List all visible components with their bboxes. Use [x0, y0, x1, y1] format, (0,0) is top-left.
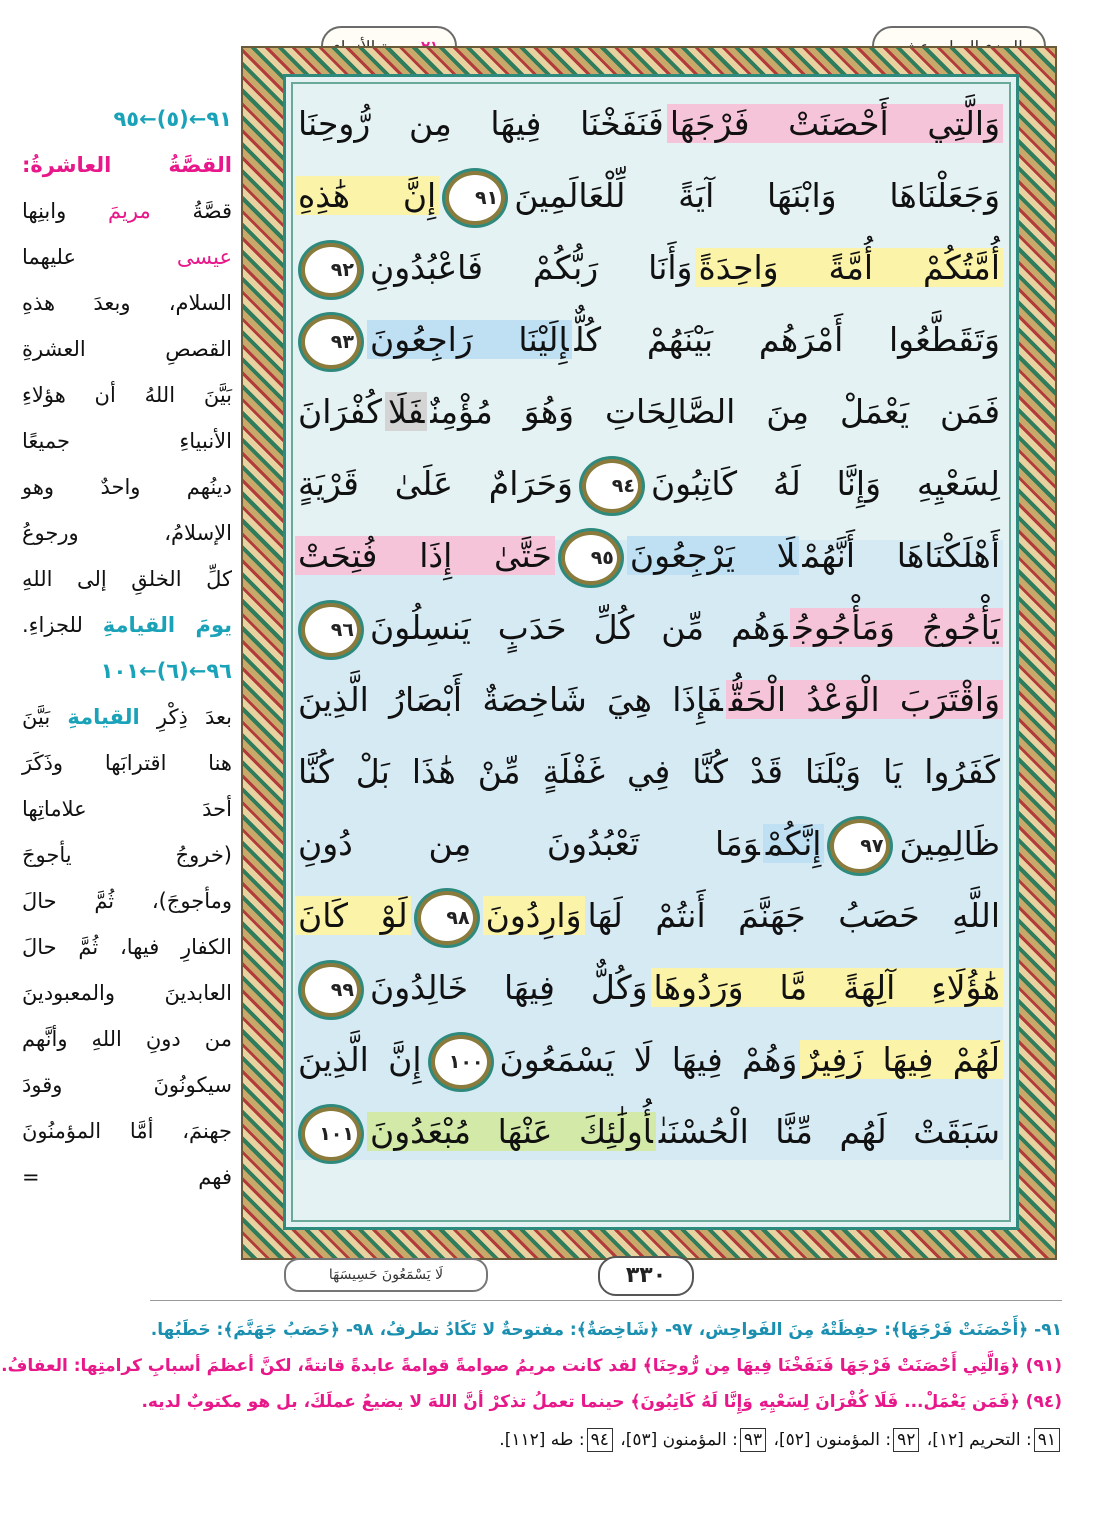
side-commentary	[22, 96, 232, 1200]
quran-line	[295, 884, 1003, 948]
quran-line	[295, 380, 1003, 444]
side-line	[22, 878, 232, 924]
quran-line	[295, 1100, 1003, 1164]
verse-text: ظَالِمِينَ	[899, 824, 1000, 863]
side-text: (خروجُ يأجوجَ	[22, 843, 232, 867]
ref-text: : المؤمنون [٥٣]،	[614, 1430, 738, 1450]
side-line	[22, 1016, 232, 1062]
side-text: القصصِ العشرةِ	[22, 337, 232, 361]
ayah-number-marker: ٩٣	[301, 315, 361, 369]
side-line	[22, 510, 232, 556]
highlighted-phrase: لَهُمْ فِيهَا زَفِيرٌ	[800, 1040, 1003, 1079]
ref-ayah-box: ٩٤	[587, 1428, 613, 1452]
quran-line	[295, 956, 1003, 1020]
verse-text: إِنَّ الَّذِينَ	[298, 1040, 422, 1079]
verse-text: كُفْرَانَ	[298, 392, 383, 431]
ref-text: : التحريم [١٢]،	[921, 1430, 1032, 1450]
side-text: الأنبياءِ جميعًا	[22, 429, 232, 453]
vocabulary-note: ٩١- ﴿أَحْصَنَتْ فَرْجَهَا﴾: حفِظَتْهُ مِنَ الفَواحِش، ٩٧- ﴿شَاخِصَةٌ﴾: مفتوحةٌ لا تَكَادُ تطرفُ، ٩٨- ﴿حَصَبُ جَهَنَّمَ﴾: حَطَبُها.	[150, 1320, 1062, 1340]
highlighted-phrase: إِلَيْنَا رَاجِعُونَ	[367, 320, 572, 359]
ref-text: : طه [١١٢].	[499, 1430, 585, 1450]
side-line	[22, 832, 232, 878]
reflection-note-91: (٩١) ﴿وَالَّتِي أَحْصَنَتْ فَرْجَهَا فَنَفَخْنَا فِيهَا مِن رُّوحِنَا﴾ لقد كانت مريمُ صوامةً قوامةً عابدةً قانتةً، لكنَّ أعظمَ أسبابِ كرامتِها: العفافُ.	[1, 1356, 1062, 1376]
ayah-number-marker: ٩١	[445, 171, 505, 225]
ayah-number-marker: ٩٨	[417, 891, 477, 945]
side-line	[22, 188, 232, 234]
quran-line	[295, 308, 1003, 372]
reflection-note-94: (٩٤) ﴿فَمَن يَعْمَلْ... فَلَا كُفْرَانَ لِسَعْيِهِ وَإِنَّا لَهُ كَاتِبُونَ﴾ حينما تعملُ تذكرْ أنَّ اللهَ لا يضيعُ عملَكَ، بل هو مكتوبٌ لديه.	[141, 1392, 1062, 1412]
ayah-number-marker: ٩٥	[561, 531, 621, 585]
highlighted-phrase: هَٰؤُلَاءِ آلِهَةً مَّا وَرَدُوهَا	[651, 968, 1003, 1007]
highlighted-phrase: وَاقْتَرَبَ الْوَعْدُ الْحَقُّ	[726, 680, 1003, 719]
verse-text: كَفَرُوا يَا وَيْلَنَا قَدْ كُنَّا فِي غَفْلَةٍ مِّنْ هَٰذَا بَلْ كُنَّا	[298, 752, 1000, 791]
highlighted-term: عيسى	[176, 245, 232, 269]
side-line	[22, 740, 232, 786]
highlighted-phrase: لَا يَرْجِعُونَ	[627, 536, 799, 575]
side-line	[22, 326, 232, 372]
page-number: ٣٣٠	[598, 1256, 694, 1296]
side-text: بَيَّنَ	[22, 705, 68, 729]
ayah-number-marker: ١٠٠	[431, 1035, 491, 1089]
highlighted-phrase: أُولَٰئِكَ عَنْهَا مُبْعَدُونَ	[367, 1112, 656, 1151]
ref-ayah-box: ٩٢	[893, 1428, 919, 1452]
verse-text: وَكُلٌّ فِيهَا خَالِدُونَ	[370, 968, 648, 1007]
side-paragraph-two	[22, 694, 232, 1200]
cross-references	[150, 1424, 1062, 1456]
side-line	[22, 786, 232, 832]
highlighted-phrase: يَأْجُوجُ وَمَأْجُوجُ	[790, 608, 1003, 647]
side-text: للجزاءِ.	[22, 613, 103, 637]
verse-text: فَإِذَا هِيَ شَاخِصَةٌ أَبْصَارُ الَّذِينَ	[298, 680, 723, 719]
ayah-number-marker: ٩٧	[830, 819, 890, 873]
quran-line	[295, 740, 1003, 804]
side-line	[22, 556, 232, 602]
verse-text: اللَّهِ حَصَبُ جَهَنَّمَ أَنتُمْ لَهَا	[587, 896, 1000, 935]
ayah-number-marker: ٩٢	[301, 243, 361, 297]
side-line	[22, 372, 232, 418]
quran-line	[295, 812, 1003, 876]
range-two: ٩٦←(٦)←١٠١	[100, 659, 232, 683]
ref-ayah-box: ٩١	[1034, 1428, 1060, 1452]
quran-line	[295, 668, 1003, 732]
side-line	[22, 924, 232, 970]
side-text: الإسلامُ، ورجوعُ	[22, 521, 232, 545]
verse-text: وَأَنَا رَبُّكُمْ فَاعْبُدُونِ	[370, 248, 693, 287]
verse-text: وَجَعَلْنَاهَا وَابْنَهَا آيَةً لِّلْعَالَمِينَ	[514, 176, 1000, 215]
highlighted-phrase: أُمَّتُكُمْ أُمَّةً وَاحِدَةً	[695, 248, 1003, 287]
side-text: عليهما	[22, 245, 177, 269]
side-text: العابدينَ والمعبودينَ	[22, 981, 232, 1005]
verse-text: فَمَن يَعْمَلْ مِنَ الصَّالِحَاتِ وَهُوَ مُؤْمِنٌ	[430, 392, 1000, 431]
quran-line	[295, 236, 1003, 300]
highlighted-term: يومَ القيامةِ	[102, 613, 232, 637]
side-text: هنا اقترابَها وذَكَرَ	[22, 751, 232, 775]
quran-line	[295, 524, 1003, 588]
quran-line	[295, 92, 1003, 156]
highlighted-term: مريمَ	[108, 199, 151, 223]
side-line	[22, 464, 232, 510]
verse-text: وَمَا تَعْبُدُونَ مِن دُونِ	[298, 824, 760, 863]
side-text: وابنِها	[22, 199, 109, 223]
ayah-number-marker: ٩٤	[582, 459, 642, 513]
side-line	[22, 418, 232, 464]
side-line	[22, 234, 232, 280]
side-text: بَيَّنَ اللهُ أن هؤلاءِ	[22, 383, 232, 407]
side-text: الكفارِ فيها، ثُمَّ حالَ	[22, 935, 232, 959]
side-line	[22, 694, 232, 740]
verse-text: وَتَقَطَّعُوا أَمْرَهُم بَيْنَهُمْ كُلٌّ	[574, 320, 1000, 359]
side-text: بعدَ ذِكْرِ	[139, 705, 232, 729]
side-line	[22, 970, 232, 1016]
side-line	[22, 1154, 232, 1200]
side-line	[22, 602, 232, 648]
ref-text: : المؤمنون [٥٢]،	[768, 1430, 892, 1450]
side-text: أحدَ علاماتِها	[22, 797, 232, 821]
footnote-divider	[150, 1300, 1062, 1301]
quran-line	[295, 596, 1003, 660]
ref-ayah-box: ٩٣	[740, 1428, 766, 1452]
side-text: كلِّ الخلقِ إلى اللهِ	[22, 567, 232, 591]
side-line	[22, 1108, 232, 1154]
side-line	[22, 1062, 232, 1108]
side-text: جهنمَ، أمَّا المؤمنُونَ	[22, 1119, 232, 1143]
highlighted-phrase: وَارِدُونَ	[483, 896, 585, 935]
verse-text: وَحَرَامٌ عَلَىٰ قَرْيَةٍ	[298, 464, 573, 503]
side-text: السلام، وبعدَ هذهِ	[22, 291, 232, 315]
range-one: ٩١←(٥)←٩٥	[113, 107, 232, 131]
ayah-number-marker: ٩٦	[301, 603, 361, 657]
side-text: قصَّةُ	[150, 199, 232, 223]
highlighted-phrase: إِنَّ هَٰذِهِ	[295, 176, 439, 215]
ayah-number-marker: ٩٩	[301, 963, 361, 1017]
quran-line	[295, 164, 1003, 228]
highlighted-phrase: إِنَّكُمْ	[763, 824, 825, 863]
side-paragraph-one	[22, 188, 232, 648]
verse-text: فَنَفَخْنَا فِيهَا مِن رُّوحِنَا	[298, 104, 664, 143]
verse-text: أَهْلَكْنَاهَا أَنَّهُمْ	[802, 536, 1000, 575]
verse-text: لِسَعْيِهِ وَإِنَّا لَهُ كَاتِبُونَ	[650, 464, 1000, 503]
side-text: سيكونُونَ وقودَ	[22, 1073, 232, 1097]
verse-text: سَبَقَتْ لَهُم مِّنَّا الْحُسْنَىٰ	[658, 1112, 1000, 1151]
highlighted-term: القيامةِ	[67, 705, 140, 729]
highlighted-phrase: حَتَّىٰ إِذَا فُتِحَتْ	[295, 536, 555, 575]
quran-line	[295, 1028, 1003, 1092]
quran-line	[295, 452, 1003, 516]
side-text: فهم =	[22, 1165, 232, 1189]
highlighted-phrase: وَالَّتِي أَحْصَنَتْ فَرْجَهَا	[667, 104, 1003, 143]
side-text: من دونِ اللهِ وأنَّهم	[22, 1027, 232, 1051]
highlighted-phrase: فَلَا	[385, 392, 427, 431]
verse-text: وَهُمْ فِيهَا لَا يَسْمَعُونَ	[499, 1040, 798, 1079]
verse-text: وَهُم مِّن كُلِّ حَدَبٍ يَنسِلُونَ	[370, 608, 788, 647]
side-line	[22, 280, 232, 326]
side-text: ومأجوجَ)، ثُمَّ حالَ	[22, 889, 232, 913]
catchword: لَا يَسْمَعُونَ حَسِيسَهَا	[284, 1258, 488, 1292]
side-text: دينُهم واحدٌ وهو	[22, 475, 232, 499]
story-title: القصَّةُ العاشرةُ:	[22, 153, 232, 177]
highlighted-phrase: لَوْ كَانَ	[295, 896, 411, 935]
ayah-number-marker: ١٠١	[301, 1107, 361, 1161]
